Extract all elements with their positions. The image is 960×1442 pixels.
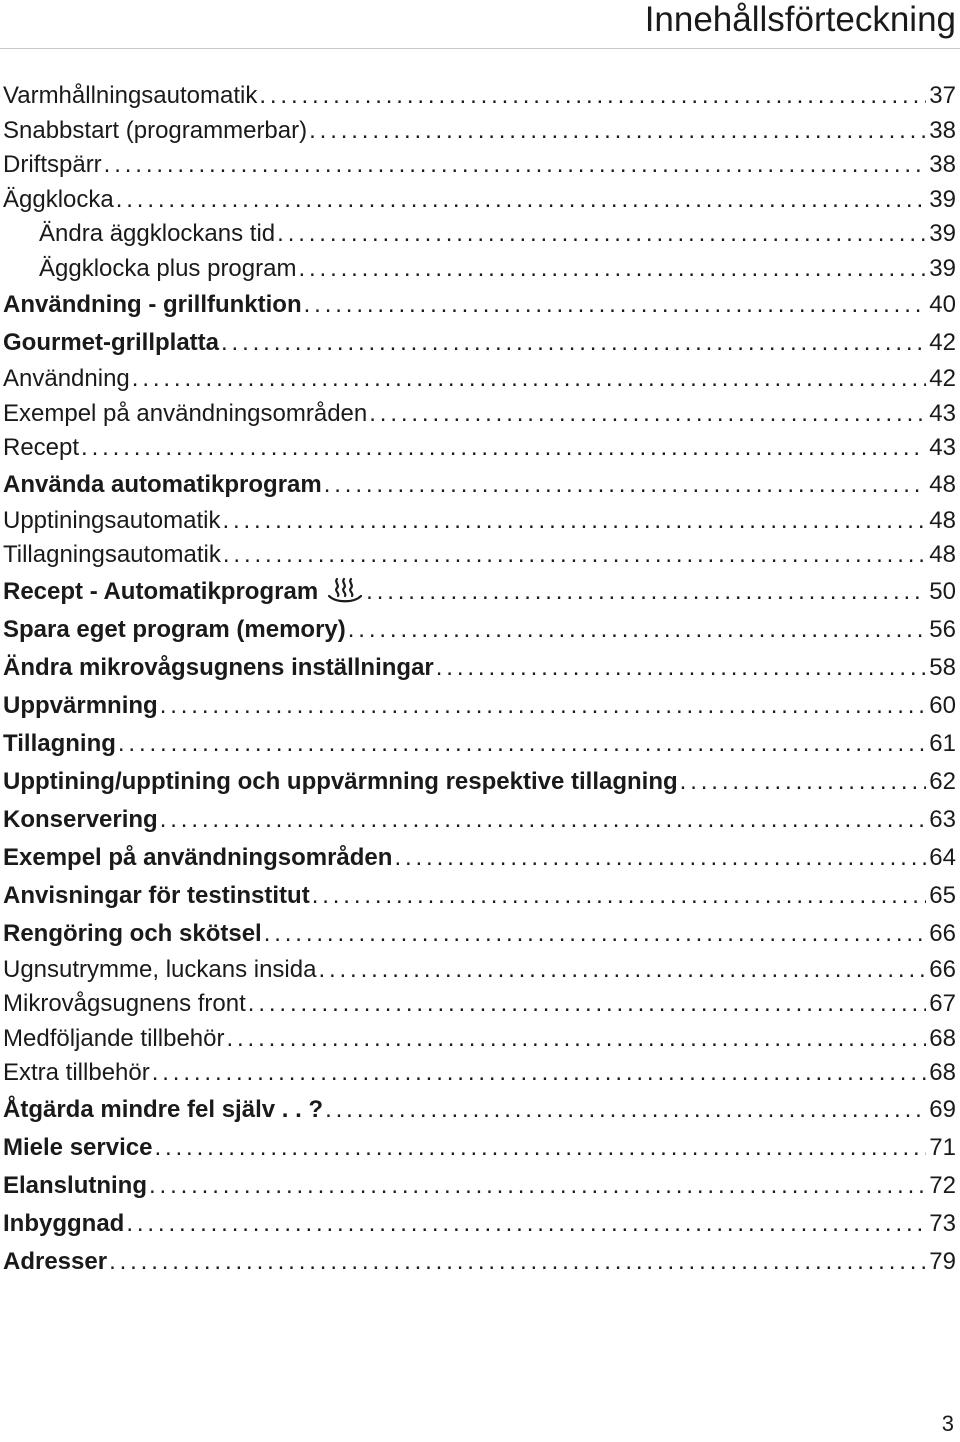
dot-leader — [277, 217, 926, 252]
toc-entry[interactable] — [3, 611, 956, 649]
toc-entry-text: Medföljande tillbehör — [3, 1024, 225, 1052]
page-number: 3 — [941, 1411, 954, 1436]
toc-page-number: 64 — [929, 843, 956, 871]
toc-entry[interactable] — [3, 1056, 956, 1091]
toc-entry-label — [3, 397, 367, 432]
toc-entry-label — [39, 252, 296, 287]
dot-leader — [324, 466, 927, 504]
toc-entry-label — [3, 725, 116, 763]
toc-page-number: 48 — [929, 506, 956, 534]
toc-entry-label — [3, 431, 79, 466]
toc-entry-text: Uppvärmning — [3, 691, 158, 719]
toc-page-number: 60 — [929, 691, 956, 719]
toc-entry-label — [3, 1243, 107, 1281]
dot-leader — [366, 573, 926, 611]
steam-icon — [326, 577, 364, 603]
toc-entry-text: Konservering — [3, 805, 158, 833]
toc-page-number: 37 — [929, 82, 956, 109]
dot-leader — [152, 1056, 927, 1091]
toc-page-number: 72 — [929, 1171, 956, 1199]
toc-entry[interactable] — [3, 953, 956, 988]
toc-entry-text: Mikrovågsugnens front — [3, 990, 246, 1017]
toc-entry[interactable] — [3, 252, 956, 287]
toc-entry-label — [3, 953, 316, 988]
toc-page-number: 67 — [929, 990, 956, 1017]
toc-entry[interactable] — [3, 114, 956, 149]
dot-leader — [223, 538, 926, 573]
table-of-contents — [3, 79, 956, 1281]
toc-entry-label — [3, 649, 434, 687]
toc-entry[interactable] — [3, 362, 956, 397]
toc-page-number: 40 — [929, 291, 956, 318]
dot-leader — [318, 953, 926, 988]
toc-entry-text: Snabbstart (programmerbar) — [3, 116, 308, 144]
toc-entry-text: Ugnsutrymme, luckans insida — [3, 955, 317, 983]
toc-entry-text: Elanslutning — [3, 1171, 147, 1199]
toc-entry-text: Äggklocka plus program — [39, 254, 297, 282]
toc-entry-label — [3, 763, 678, 801]
toc-page-number: 38 — [929, 116, 956, 144]
dot-leader — [369, 397, 926, 432]
toc-entry-text: Extra tillbehör — [3, 1059, 150, 1086]
toc-entry-text: Ändra mikrovågsugnens inställningar — [3, 653, 434, 681]
dot-leader — [226, 1022, 926, 1057]
toc-page-number: 39 — [929, 220, 956, 247]
dot-leader — [348, 611, 927, 649]
dot-leader — [436, 649, 927, 687]
toc-entry-label — [3, 687, 158, 725]
toc-page-number: 68 — [929, 1059, 956, 1086]
toc-entry-text: Miele service — [3, 1133, 153, 1161]
toc-entry[interactable] — [3, 431, 956, 466]
toc-entry-text: Äggklocka — [3, 185, 114, 213]
dot-leader — [304, 286, 927, 324]
toc-entry-label — [3, 1022, 224, 1057]
dot-leader — [160, 687, 927, 725]
toc-entry[interactable] — [3, 725, 956, 763]
toc-page-number: 39 — [929, 254, 956, 282]
toc-entry-text: Inbyggnad — [3, 1209, 125, 1237]
toc-entry-text: Varmhållningsautomatik — [3, 82, 258, 109]
toc-entry[interactable] — [3, 466, 956, 504]
toc-entry-text: Spara eget program (memory) — [3, 615, 346, 643]
toc-entry[interactable] — [3, 573, 956, 611]
toc-entry-text: Adresser — [3, 1247, 108, 1275]
toc-entry-text: Driftspärr — [3, 151, 102, 178]
toc-entry[interactable] — [3, 324, 956, 362]
toc-page-number: 42 — [929, 365, 956, 392]
toc-entry[interactable] — [3, 504, 956, 539]
toc-entry[interactable] — [3, 1243, 956, 1281]
dot-leader — [298, 252, 926, 287]
toc-page-number: 56 — [929, 615, 956, 643]
toc-entry[interactable] — [3, 839, 956, 877]
toc-entry[interactable] — [3, 397, 956, 432]
toc-entry-text: Användning — [3, 365, 130, 392]
toc-page-number: 61 — [929, 729, 956, 757]
toc-entry-label — [3, 839, 392, 877]
dot-leader — [325, 1091, 926, 1129]
toc-entry-text: Gourmet-grillplatta — [3, 329, 220, 356]
toc-entry-label — [3, 148, 102, 183]
toc-entry-label — [3, 1056, 150, 1091]
toc-page-number: 42 — [929, 329, 956, 356]
toc-entry-label — [3, 79, 257, 114]
toc-entry-label — [3, 183, 114, 218]
toc-entry-label — [3, 801, 158, 839]
toc-page-number: 48 — [929, 470, 956, 498]
toc-entry-label — [3, 114, 307, 149]
toc-entry-text: Recept — [3, 434, 80, 461]
toc-entry[interactable] — [3, 1022, 956, 1057]
toc-entry-text: Recept - Automatikprogram — [3, 577, 319, 605]
toc-page-number: 39 — [929, 185, 956, 213]
dot-leader — [104, 148, 927, 183]
toc-entry-text: Tillagningsautomatik — [3, 541, 221, 568]
dot-leader — [221, 324, 926, 362]
toc-entry[interactable] — [3, 1167, 956, 1205]
toc-entry[interactable] — [3, 987, 956, 1022]
toc-entry-label — [3, 538, 221, 573]
dot-leader — [154, 1129, 926, 1167]
toc-page-number: 63 — [929, 805, 956, 833]
toc-entry-label — [3, 877, 310, 915]
dot-leader — [116, 183, 927, 218]
toc-page-number: 66 — [929, 919, 956, 947]
toc-entry[interactable] — [3, 801, 956, 839]
toc-page-number: 68 — [929, 1024, 956, 1052]
dot-leader — [248, 987, 927, 1022]
toc-entry[interactable] — [3, 286, 956, 324]
toc-entry-text: Åtgärda mindre fel själv . . ? — [3, 1095, 324, 1123]
toc-entry[interactable] — [3, 538, 956, 573]
toc-entry-text: Använda automatikprogram — [3, 470, 322, 498]
toc-entry[interactable] — [3, 687, 956, 725]
toc-page-number: 48 — [929, 541, 956, 568]
toc-entry[interactable] — [3, 877, 956, 915]
toc-entry-label — [3, 573, 364, 611]
dot-leader — [312, 877, 927, 915]
dot-leader — [394, 839, 926, 877]
toc-entry-label — [3, 1167, 147, 1205]
toc-entry-label — [3, 362, 130, 397]
toc-entry[interactable] — [3, 148, 956, 183]
toc-entry[interactable] — [3, 79, 956, 114]
toc-entry-text: Ändra äggklockans tid — [39, 220, 276, 247]
toc-entry-label — [3, 286, 302, 324]
toc-entry-label — [3, 1091, 323, 1129]
dot-leader — [264, 915, 927, 953]
toc-entry[interactable] — [3, 1091, 956, 1129]
toc-page-number: 58 — [929, 653, 956, 681]
toc-page-number: 69 — [929, 1095, 956, 1123]
toc-page-number: 38 — [929, 151, 956, 178]
dot-leader — [118, 725, 926, 763]
title-divider — [0, 48, 960, 49]
dot-leader — [259, 79, 926, 114]
dot-leader — [132, 362, 927, 397]
dot-leader — [680, 763, 927, 801]
dot-leader — [81, 431, 926, 466]
toc-entry[interactable] — [3, 1129, 956, 1167]
toc-entry-text: Tillagning — [3, 729, 116, 757]
dot-leader — [160, 801, 927, 839]
toc-entry-label — [3, 466, 322, 504]
toc-page-number: 79 — [929, 1247, 956, 1275]
toc-entry-text: Exempel på användningsområden — [3, 843, 393, 871]
dot-leader — [309, 114, 926, 149]
toc-page-number: 71 — [929, 1133, 956, 1161]
page-title: Innehållsförteckning — [644, 0, 956, 39]
toc-entry-label — [3, 1129, 152, 1167]
toc-entry[interactable] — [3, 763, 956, 801]
toc-entry-text: Upptiningsautomatik — [3, 506, 221, 534]
toc-entry-text: Rengöring och skötsel — [3, 919, 262, 947]
toc-entry-text: Upptining/upptining och uppvärmning respektive tillagning — [3, 767, 678, 795]
toc-entry-label — [3, 987, 246, 1022]
toc-page-number: 43 — [929, 399, 956, 427]
toc-entry-text: Användning - grillfunktion — [3, 291, 302, 318]
toc-page-number: 43 — [929, 434, 956, 461]
toc-page-number: 73 — [929, 1209, 956, 1237]
toc-entry-label — [3, 1205, 124, 1243]
toc-page-number: 62 — [929, 767, 956, 795]
dot-leader — [149, 1167, 926, 1205]
toc-entry-label — [3, 915, 262, 953]
toc-entry[interactable] — [3, 217, 956, 252]
toc-page-number: 65 — [929, 881, 956, 909]
toc-entry[interactable] — [3, 1205, 956, 1243]
toc-entry-text: Anvisningar för testinstitut — [3, 881, 310, 909]
toc-entry[interactable] — [3, 649, 956, 687]
dot-leader — [222, 504, 926, 539]
toc-entry[interactable] — [3, 915, 956, 953]
toc-entry-label — [3, 611, 346, 649]
toc-page-number: 66 — [929, 955, 956, 983]
toc-entry-label — [39, 217, 275, 252]
toc-entry-label — [3, 324, 219, 362]
toc-entry[interactable] — [3, 183, 956, 218]
toc-entry-label — [3, 504, 220, 539]
dot-leader — [109, 1243, 926, 1281]
dot-leader — [126, 1205, 926, 1243]
toc-entry-text: Exempel på användningsområden — [3, 399, 368, 427]
toc-page-number: 50 — [929, 577, 956, 605]
